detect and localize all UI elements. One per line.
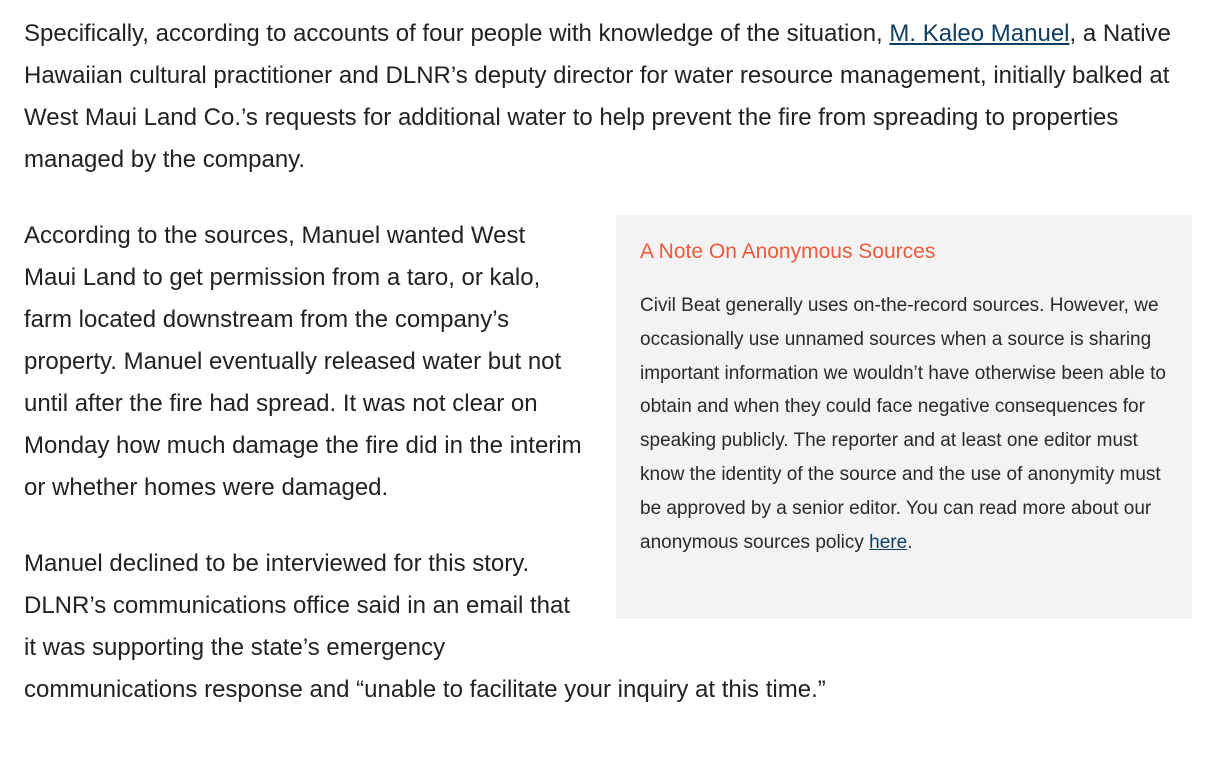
link-kaleo-manuel[interactable]: M. Kaleo Manuel [889, 20, 1070, 47]
paragraph-text: Specifically, according to accounts of four people with knowledge of the situation, [24, 20, 890, 47]
paragraph-declined-interview: Manuel declined to be interviewed for this story. DLNR’s communications office said in an email that it was supporting the state’s emergency communications response and “unable to facilitate your inquiry at this time.” [24, 550, 826, 703]
paragraph-sources-account: According to the sources, Manuel wanted West Maui Land to get permission from a taro, or kalo, farm located downstream from the company’s property. Manuel eventually released water but not until after the fire had spread. It was not clear on Monday how much damage the fire did in the interim or whether homes were damaged. [24, 222, 582, 501]
note-title: A Note On Anonymous Sources [640, 240, 936, 263]
policy-link[interactable]: here [869, 531, 908, 553]
article-body [24, 13, 1184, 745]
note-body-end: . [907, 531, 913, 553]
note-body-text: Civil Beat generally uses on-the-record sources. However, we occasionally use unnamed sources when a source is sharing important information we wouldn’t have otherwise been able to obtain and when they could face negative consequences for speaking publicly. The reporter and at least one editor must know the identity of the source and the use of anonymity must be approved by a senior editor. You can read more about our anonymous sources policy [640, 295, 1166, 553]
note-body [640, 289, 1168, 559]
anonymous-sources-note [616, 215, 1192, 619]
paragraph-manuel-intro [24, 13, 1184, 181]
paragraph-text: , a Native Hawaiian cultural practitioner and DLNR’s deputy director for water resource management, initially balked at West Maui Land Co.’s requests for additional water to help prevent the fire from spreading to properties managed by the company. [24, 20, 1171, 173]
